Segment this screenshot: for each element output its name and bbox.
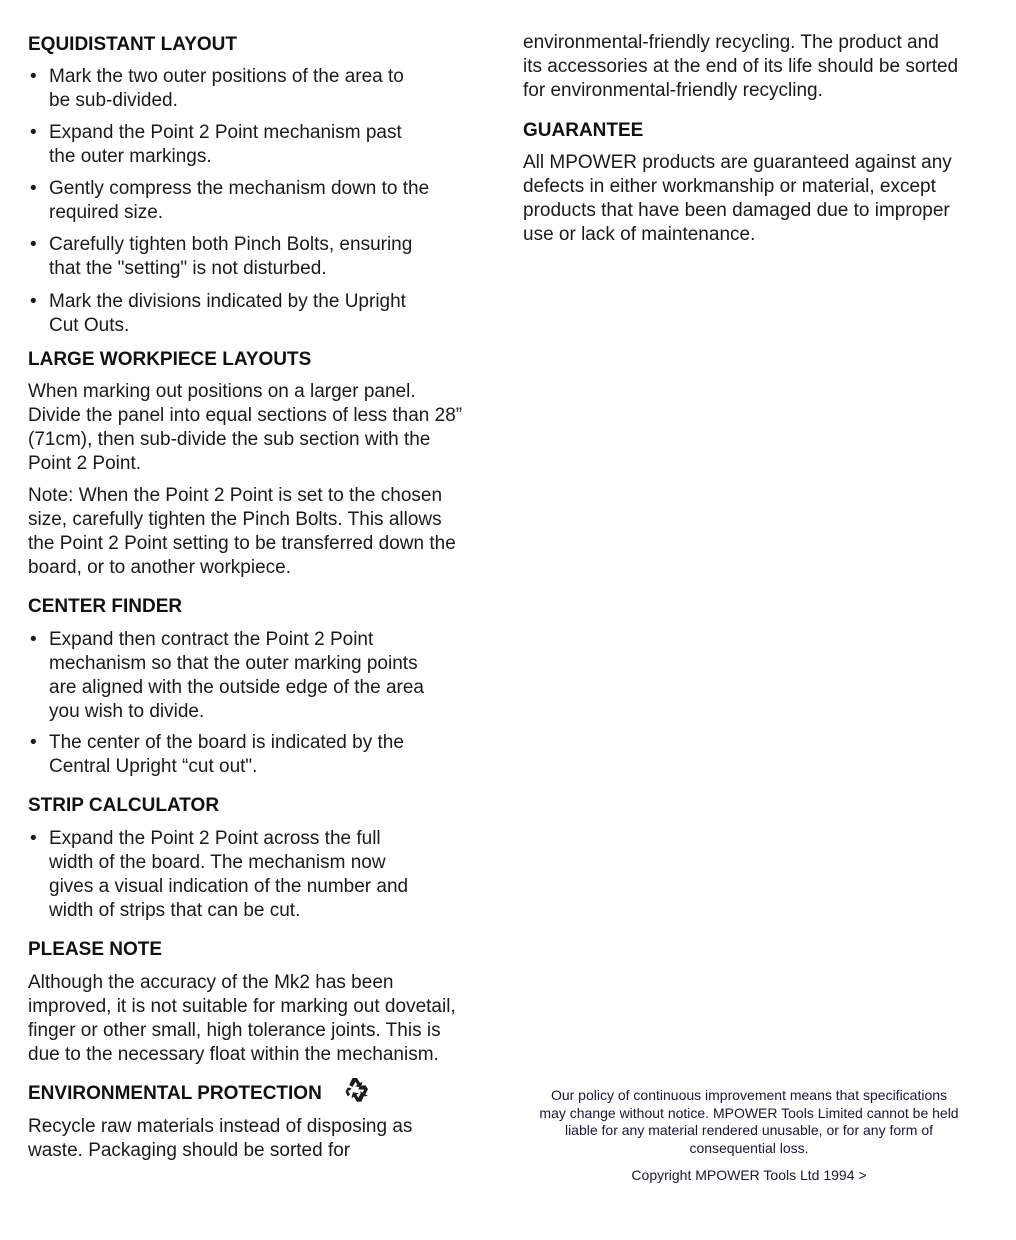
heading-large-workpiece-layouts: LARGE WORKPIECE LAYOUTS [28,349,312,370]
paragraph-environmental-protection: Recycle raw materials instead of disposing as waste. Packaging should be sorted for [28,1116,413,1161]
list-item-line: Expand the Point 2 Point mechanism past [49,122,402,143]
heading-please-note: PLEASE NOTE [28,939,163,960]
bullet-icon: • [30,828,37,849]
paragraph-large-workpiece: When marking out positions on a larger panel. Divide the panel into equal sections of less than 28” (71cm), then sub-divide the sub section with the Point 2 Point. [28,381,463,474]
bullet-icon: • [30,629,37,650]
list-item-line: that the "setting" is not disturbed. [49,258,327,279]
paragraph-environmental-continued: environmental-friendly recycling. The product and its accessories at the end of its life should be sorted for environmental-friendly recycling. [523,32,959,101]
heading-guarantee: GUARANTEE [523,120,644,141]
list-item-line: Cut Outs. [49,315,130,336]
bullet-icon: • [30,178,37,199]
list-item-line: The center of the board is indicated by the [49,732,404,753]
list-item-line: gives a visual indication of the number and [49,876,409,897]
list-item-line: width of the board. The mechanism now [49,852,386,873]
list-item-line: you wish to divide. [49,701,205,722]
list-item-line: Gently compress the mechanism down to the [49,178,430,199]
recycle-icon [341,1074,373,1106]
policy-footer-note: Our policy of continuous improvement means that specifications may change without notice. MPOWER Tools Limited cannot be held liable for any material rendered unusable, or for any form of consequential loss. [539,1087,959,1156]
list-item-line: Expand the Point 2 Point across the full [49,828,381,849]
list-item-line: the outer markings. [49,146,212,167]
bullet-icon: • [30,122,37,143]
heading-equidistant-layout: EQUIDISTANT LAYOUT [28,34,238,55]
paragraph-pinch-bolts-note: Note: When the Point 2 Point is set to the chosen size, carefully tighten the Pinch Bolts. This allows the Point 2 Point setting to be transferred down the board, or to another workpiece. [28,485,456,578]
list-item-line: mechanism so that the outer marking points [49,653,418,674]
list-item-line: Central Upright “cut out". [49,756,258,777]
list-item-line: Mark the two outer positions of the area to [49,66,404,87]
bullet-icon: • [30,732,37,753]
list-item-line: be sub-divided. [49,90,178,111]
paragraph-guarantee: All MPOWER products are guaranteed against any defects in either workmanship or material, except products that have been damaged due to improper use or lack of maintenance. [523,152,952,245]
paragraph-please-note: Although the accuracy of the Mk2 has been improved, it is not suitable for marking out dovetail, finger or other small, high tolerance joints. This is due to the necessary float within the mechanism. [28,972,456,1065]
list-item-line: Mark the divisions indicated by the Upright [49,291,406,312]
list-item-line: Expand then contract the Point 2 Point [49,629,374,650]
list-item-line: width of strips that can be cut. [49,900,301,921]
heading-center-finder: CENTER FINDER [28,596,183,617]
list-item-line: Carefully tighten both Pinch Bolts, ensuring [49,234,413,255]
copyright-notice: Copyright MPOWER Tools Ltd 1994 > [631,1167,867,1183]
bullet-icon: • [30,234,37,255]
list-item-line: are aligned with the outside edge of the area [49,677,424,698]
bullet-icon: • [30,291,37,312]
list-item-line: required size. [49,202,164,223]
heading-strip-calculator: STRIP CALCULATOR [28,795,220,816]
heading-environmental-protection: ENVIRONMENTAL PROTECTION [28,1083,322,1104]
bullet-icon: • [30,66,37,87]
